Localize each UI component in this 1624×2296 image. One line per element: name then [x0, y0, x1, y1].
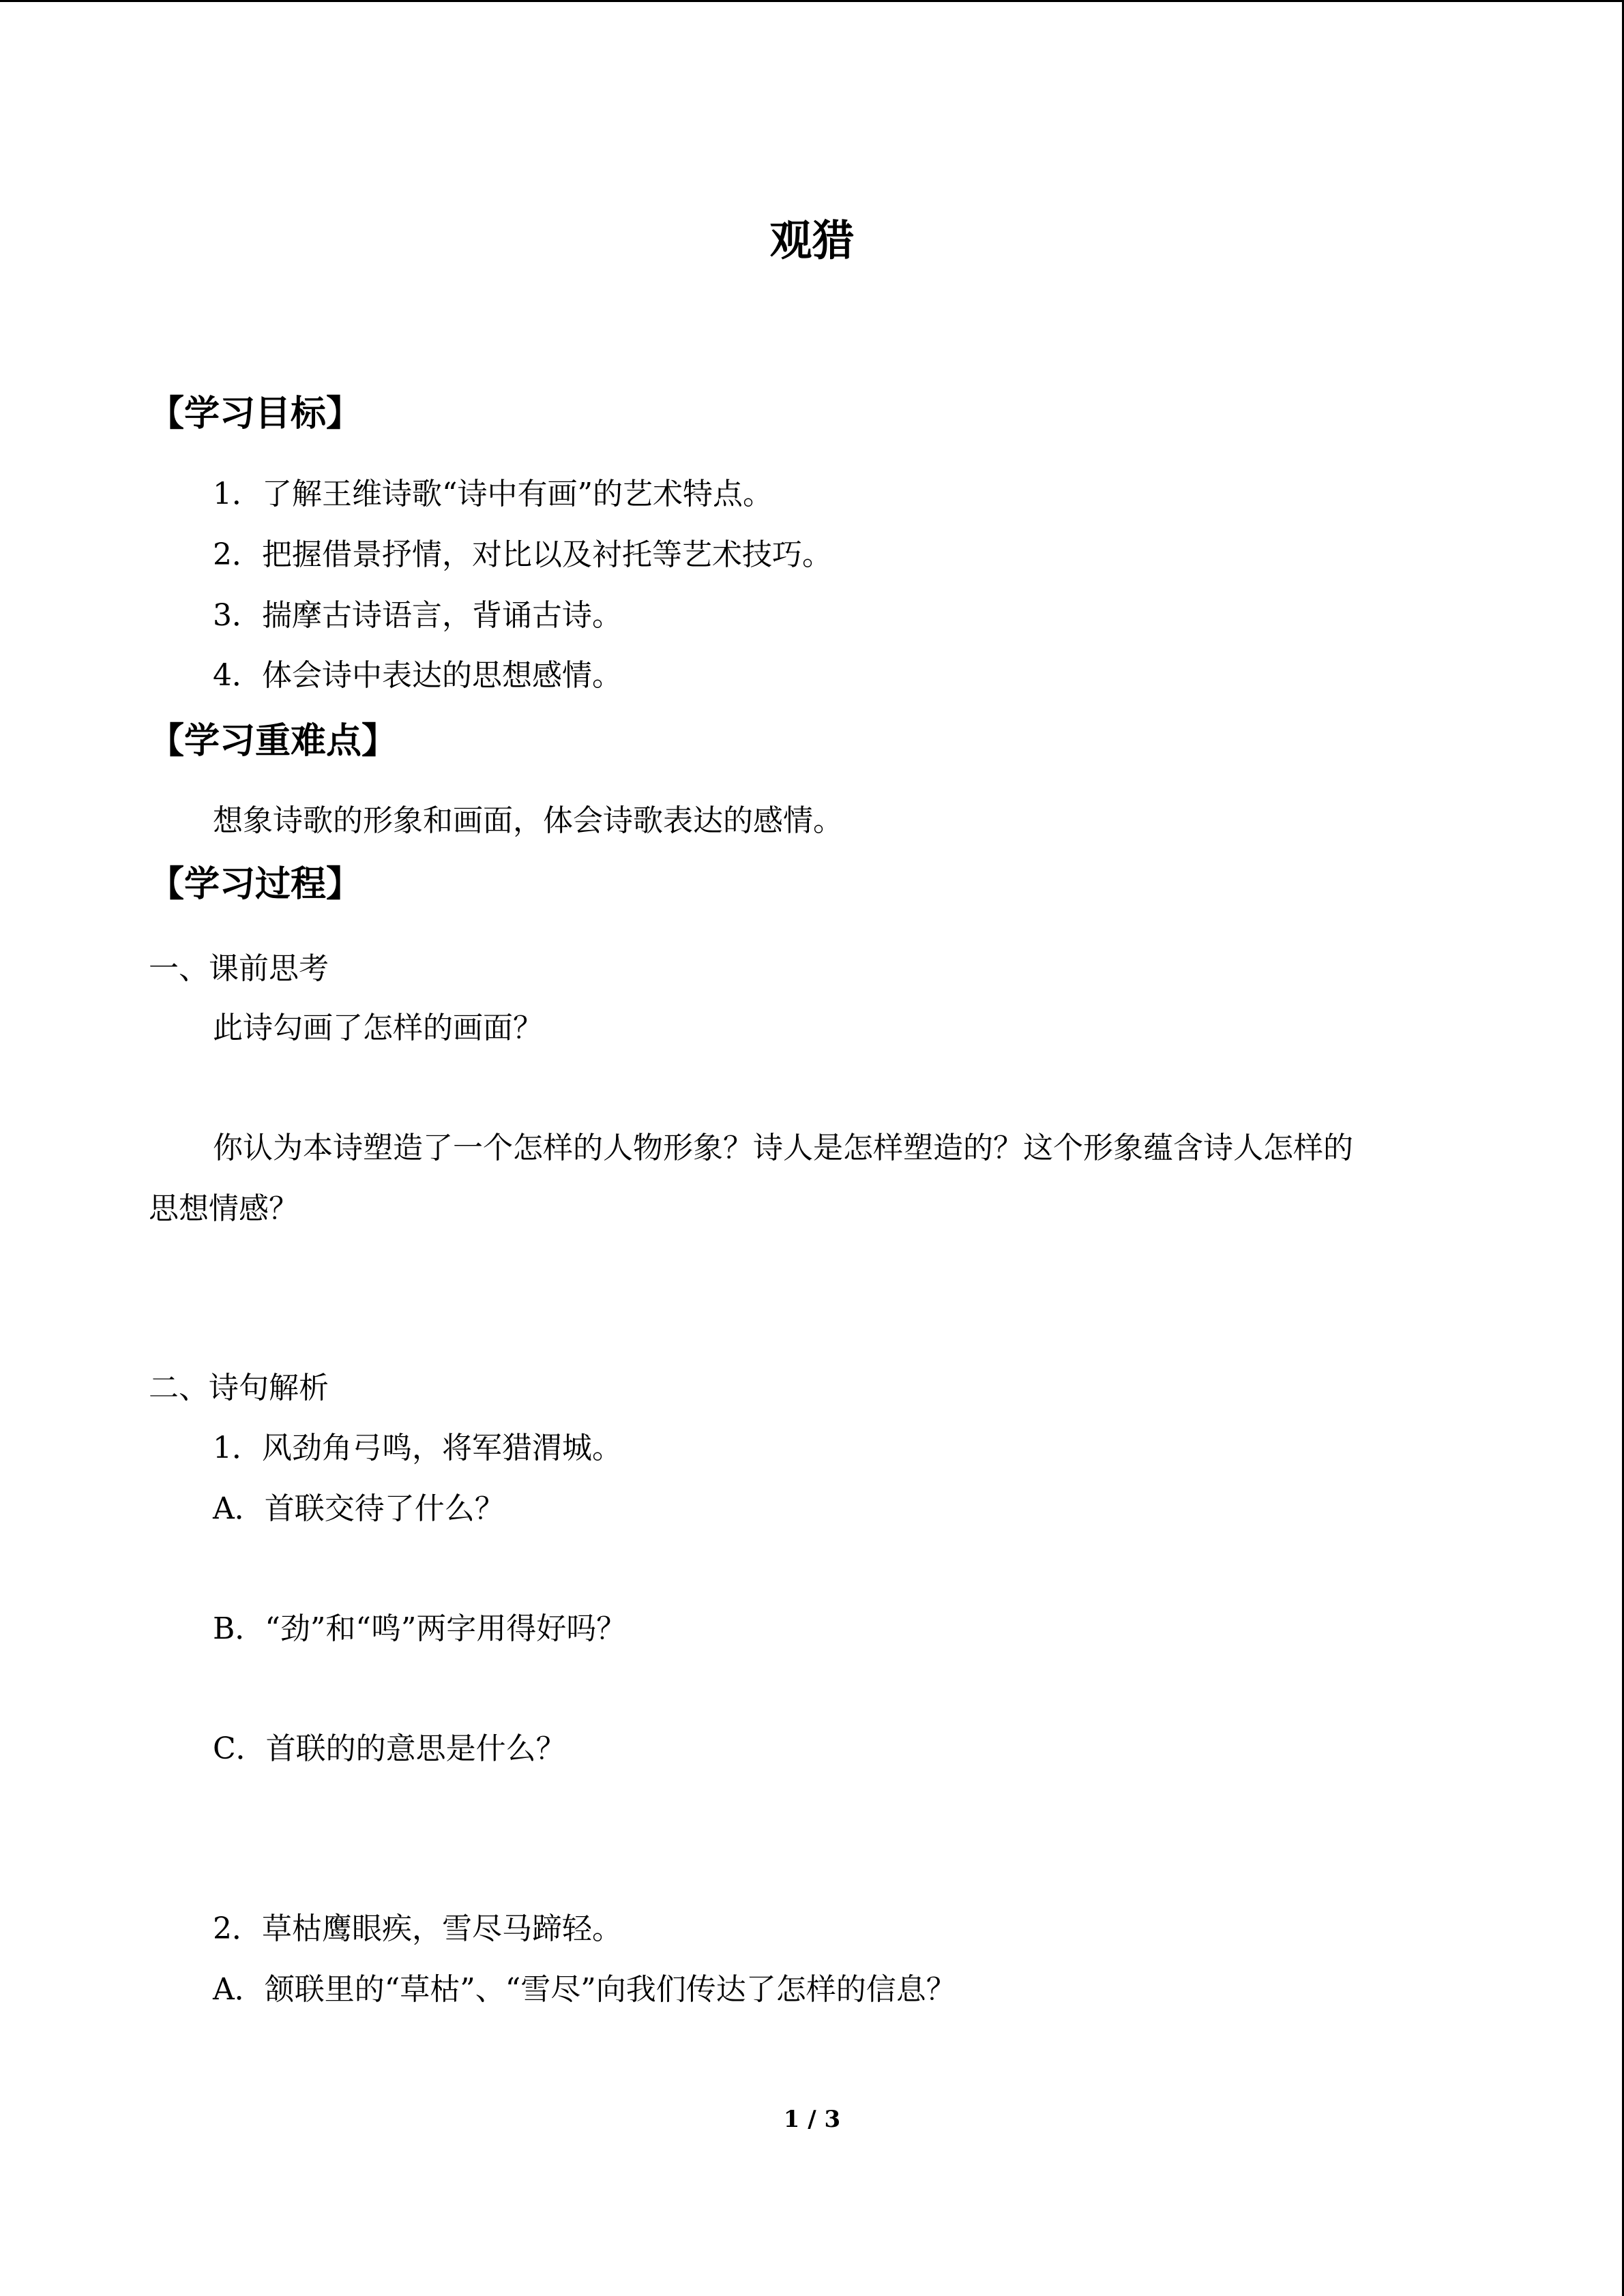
verse-1: 1．风劲角弓鸣，将军猎渭城。 — [213, 1431, 622, 1465]
goal-item-3: 3．揣摩古诗语言，背诵古诗。 — [213, 598, 622, 633]
section1-question-1: 此诗勾画了怎样的画面？ — [213, 1011, 543, 1045]
page-title: 观猎 — [769, 215, 855, 265]
goal-item-4: 4．体会诗中表达的思想感情。 — [213, 658, 622, 693]
key-points-text: 想象诗歌的形象和画面，体会诗歌表达的感情。 — [213, 803, 843, 838]
process-heading: 【学习过程】 — [149, 863, 362, 905]
section1-question-2-line-2: 思想情感？ — [149, 1191, 299, 1226]
goal-item-2: 2．把握借景抒情，对比以及衬托等艺术技巧。 — [213, 537, 832, 572]
verse-1-question-a: A．首联交待了什么？ — [213, 1491, 505, 1526]
section1-title: 一、课前思考 — [149, 951, 329, 986]
page-border-top — [0, 0, 1624, 2]
verse-2: 2．草枯鹰眼疾，雪尽马蹄轻。 — [213, 1911, 622, 1946]
verse-1-question-c: C．首联的的意思是什么？ — [213, 1731, 566, 1766]
goal-item-1: 1．了解王维诗歌“诗中有画”的艺术特点。 — [213, 477, 773, 511]
verse-1-question-b: B．“劲”和“鸣”两字用得好吗？ — [213, 1611, 627, 1646]
section2-title: 二、诗句解析 — [149, 1371, 329, 1405]
key-points-heading: 【学习重难点】 — [149, 720, 398, 762]
verse-2-question-a: A．颔联里的“草枯”、“雪尽”向我们传达了怎样的信息？ — [213, 1972, 956, 2007]
goals-heading: 【学习目标】 — [149, 393, 362, 434]
section1-question-2-line-1: 你认为本诗塑造了一个怎样的人物形象？诗人是怎样塑造的？这个形象蕴含诗人怎样的 — [213, 1131, 1353, 1165]
page-number: 1 / 3 — [783, 2106, 841, 2133]
